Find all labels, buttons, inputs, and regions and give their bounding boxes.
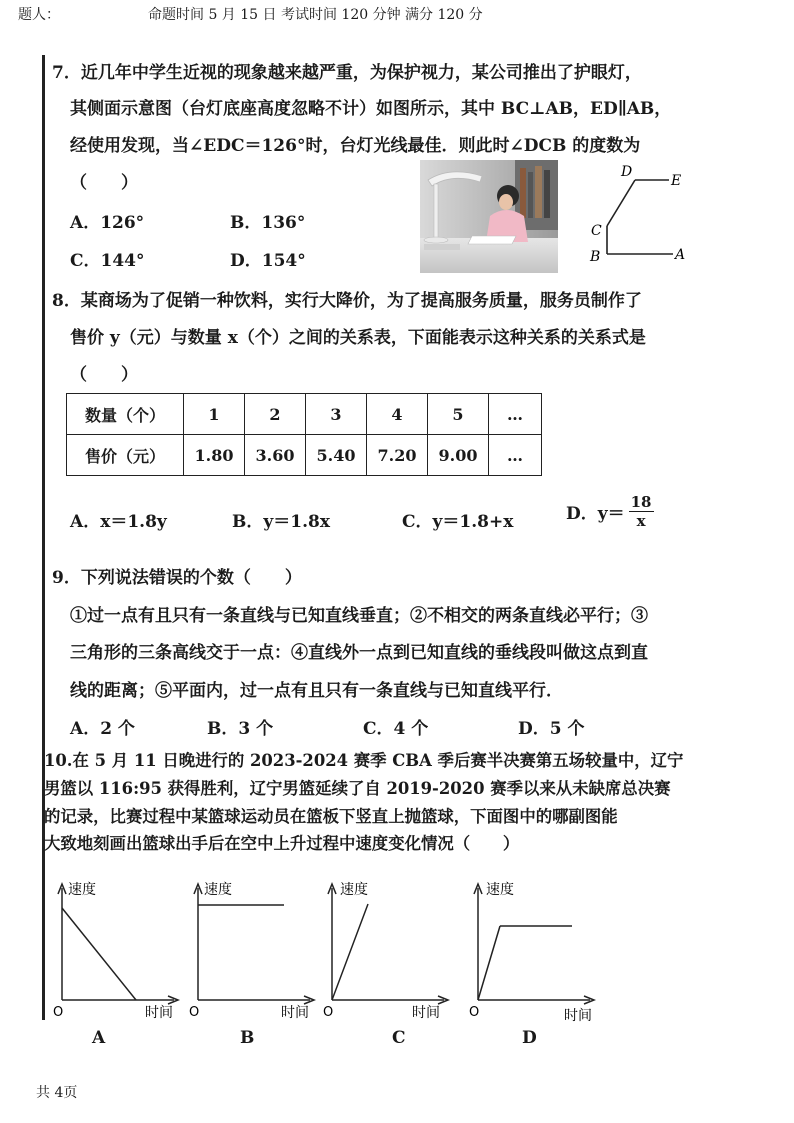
table-cell: 1.80 <box>184 435 245 476</box>
q9-line-4: 线的距离；⑤平面内，过一点有且只有一条直线与已知直线平行． <box>70 681 563 701</box>
graph-b-ylabel: 速度 <box>204 882 232 898</box>
graph-d-origin: O <box>469 1005 480 1020</box>
price-table <box>66 393 542 476</box>
q9-line-2: ①过一点有且只有一条直线与已知直线垂直；②不相交的两条直线必平行；③ <box>70 606 648 626</box>
graph-d-ylabel: 速度 <box>486 882 514 898</box>
q10-line-3: 的记录，比赛过程中某篮球运动员在篮板下竖直上抛篮球，下面图中的哪副图能 <box>44 807 618 826</box>
graph-d-xlabel: 时间 <box>564 1008 592 1024</box>
author-label: 题人： <box>18 7 60 23</box>
table-cell: 3.60 <box>245 435 306 476</box>
graph-c <box>320 870 460 1025</box>
graph-c-label: C <box>392 1028 406 1048</box>
graph-b-origin: O <box>189 1005 200 1020</box>
graph-b-label: B <box>240 1028 255 1048</box>
q8-option-d-prefix: D．y＝ <box>566 504 625 524</box>
graph-a-label: A <box>92 1028 106 1048</box>
label-e: E <box>671 173 682 189</box>
q8-line-2: 售价 y（元）与数量 x（个）之间的关系表，下面能表示这种关系的关系式是 <box>70 328 646 348</box>
q8-option-a: A．x＝1.8y <box>70 512 167 532</box>
table-cell: 4 <box>367 394 428 435</box>
label-b: B <box>590 249 601 265</box>
graph-c-ylabel: 速度 <box>340 882 368 898</box>
q8-option-d <box>566 493 654 530</box>
q7-line-4: （ ） <box>70 173 138 193</box>
q7-option-d: D．154° <box>230 251 306 271</box>
q9-option-a: A．2 个 <box>70 719 135 739</box>
q9-option-b: B．3 个 <box>207 719 274 739</box>
left-margin-bar <box>42 55 45 1020</box>
table-cell: 3 <box>306 394 367 435</box>
fraction <box>629 493 654 530</box>
q9-option-c: C．4 个 <box>363 719 429 739</box>
graph-a-ylabel: 速度 <box>68 882 96 898</box>
label-a: A <box>675 247 686 263</box>
q8-line-3: （ ） <box>70 365 138 385</box>
table-cell: 1 <box>184 394 245 435</box>
table-cell: 2 <box>245 394 306 435</box>
fraction-denominator: x <box>636 512 646 530</box>
exam-info: 命题时间 5 月 15 日 考试时间 120 分钟 满分 120 分 <box>148 7 483 23</box>
q8-line-1: 8．某商场为了促销一种饮料，实行大降价，为了提高服务质量，服务员制作了 <box>52 291 642 311</box>
graph-c-origin: O <box>323 1005 334 1020</box>
graph-a-xlabel: 时间 <box>145 1005 173 1021</box>
q10-line-2: 男篮以 116:95 获得胜利，辽宁男篮延续了自 2019-2020 赛季以来从未缺席总决赛 <box>44 779 671 798</box>
table-cell: 5 <box>428 394 489 435</box>
page-count: 共 4页 <box>36 1085 78 1101</box>
table-row <box>67 435 542 476</box>
desk-lamp-photo <box>420 160 558 273</box>
q7-geometry-diagram <box>585 160 695 270</box>
table-row <box>67 394 542 435</box>
q7-option-b: B．136° <box>230 213 306 233</box>
graph-b-xlabel: 时间 <box>281 1005 309 1021</box>
fraction-numerator: 18 <box>630 493 652 511</box>
q9-option-d: D．5 个 <box>518 719 585 739</box>
graph-a-origin: O <box>53 1005 64 1020</box>
q9-line-1: 9．下列说法错误的个数（ ） <box>52 568 302 588</box>
table-cell: 7.20 <box>367 435 428 476</box>
q7-line-1: 7．近几年中学生近视的现象越来越严重，为保护视力，某公司推出了护眼灯， <box>52 63 642 83</box>
table-header-cell: 数量（个） <box>67 394 184 435</box>
table-cell: 5.40 <box>306 435 367 476</box>
graph-b <box>186 870 326 1025</box>
q8-option-c: C．y＝1.8+x <box>402 512 514 532</box>
table-cell: 9.00 <box>428 435 489 476</box>
q7-line-2: 其侧面示意图（台灯底座高度忽略不计）如图所示，其中 BC⊥AB，ED∥AB， <box>70 99 672 119</box>
table-cell: … <box>489 435 542 476</box>
label-c: C <box>591 223 602 239</box>
q8-option-b: B．y＝1.8x <box>232 512 330 532</box>
graph-d <box>466 870 606 1025</box>
graph-a <box>50 870 190 1025</box>
q7-line-3: 经使用发现，当∠EDC＝126°时，台灯光线最佳．则此时∠DCB 的度数为 <box>70 136 641 156</box>
q7-option-a: A．126° <box>70 213 145 233</box>
q7-option-c: C．144° <box>70 251 145 271</box>
graph-d-label: D <box>522 1028 537 1048</box>
q10-line-1: 10.在 5 月 11 日晚进行的 2023-2024 赛季 CBA 季后赛半决赛第五场较量中，辽宁 <box>44 751 684 770</box>
graph-c-xlabel: 时间 <box>412 1005 440 1021</box>
table-cell: … <box>489 394 542 435</box>
label-d: D <box>621 164 633 180</box>
q9-line-3: 三角形的三条高线交于一点：④直线外一点到已知直线的垂线段叫做这点到直 <box>70 643 648 663</box>
q10-line-4: 大致地刻画出篮球出手后在空中上升过程中速度变化情况（ ） <box>44 834 520 853</box>
table-header-cell: 售价（元） <box>67 435 184 476</box>
